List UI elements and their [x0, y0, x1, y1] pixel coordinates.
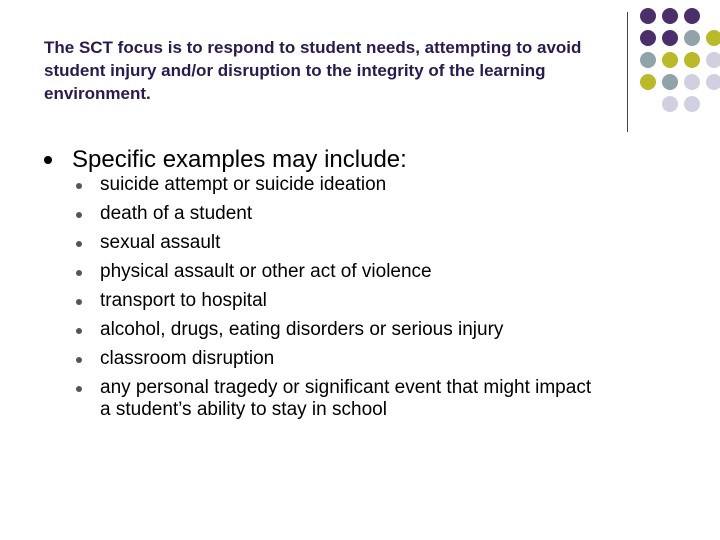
decorative-dot — [684, 30, 700, 46]
list-item — [76, 290, 706, 312]
list-item — [76, 232, 706, 254]
list-item-text: alcohol, drugs, eating disorders or serious injury — [100, 319, 504, 340]
decorative-dot — [662, 96, 678, 112]
decorative-dot — [662, 8, 678, 24]
decorative-dot — [662, 52, 678, 68]
bullet-icon — [76, 299, 82, 305]
main-bullet — [44, 147, 407, 173]
bullet-icon — [76, 241, 82, 247]
decorative-dot — [684, 74, 700, 90]
bullet-icon — [44, 156, 52, 164]
bullet-icon — [76, 183, 82, 189]
list-item-text: any personal tragedy or significant event that might impact a student’s ability to stay in school — [100, 377, 592, 420]
decorative-dot — [662, 74, 678, 90]
bullet-icon — [76, 212, 82, 218]
decorative-dot — [684, 8, 700, 24]
list-item-text: death of a student — [100, 203, 253, 224]
list-item — [76, 174, 706, 196]
main-bullet-text: Specific examples may include: — [72, 146, 407, 173]
list-item-text: physical assault or other act of violence — [100, 261, 432, 282]
examples-list — [76, 174, 706, 428]
decorative-dot-grid — [634, 4, 720, 124]
bullet-icon — [76, 386, 82, 392]
list-item — [76, 377, 706, 421]
decorative-dot — [640, 8, 656, 24]
decorative-dot — [706, 52, 720, 68]
list-item — [76, 319, 706, 341]
divider-line — [627, 12, 628, 132]
list-item — [76, 203, 706, 225]
decorative-dot — [706, 30, 720, 46]
list-item — [76, 348, 706, 370]
list-item-text: classroom disruption — [100, 348, 275, 369]
decorative-dot — [684, 96, 700, 112]
decorative-dot — [640, 74, 656, 90]
bullet-icon — [76, 270, 82, 276]
bullet-icon — [76, 357, 82, 363]
list-item — [76, 261, 706, 283]
decorative-dot — [640, 30, 656, 46]
bullet-icon — [76, 328, 82, 334]
list-item-text: suicide attempt or suicide ideation — [100, 174, 387, 195]
slide-title: The SCT focus is to respond to student needs, attempting to avoid student injury and/or disruption to the integrity of the learning environment. — [44, 38, 582, 103]
decorative-dot — [640, 52, 656, 68]
list-item-text: transport to hospital — [100, 290, 267, 311]
list-item-text: sexual assault — [100, 232, 221, 253]
decorative-dot — [684, 52, 700, 68]
decorative-dot — [662, 30, 678, 46]
decorative-dot — [706, 74, 720, 90]
